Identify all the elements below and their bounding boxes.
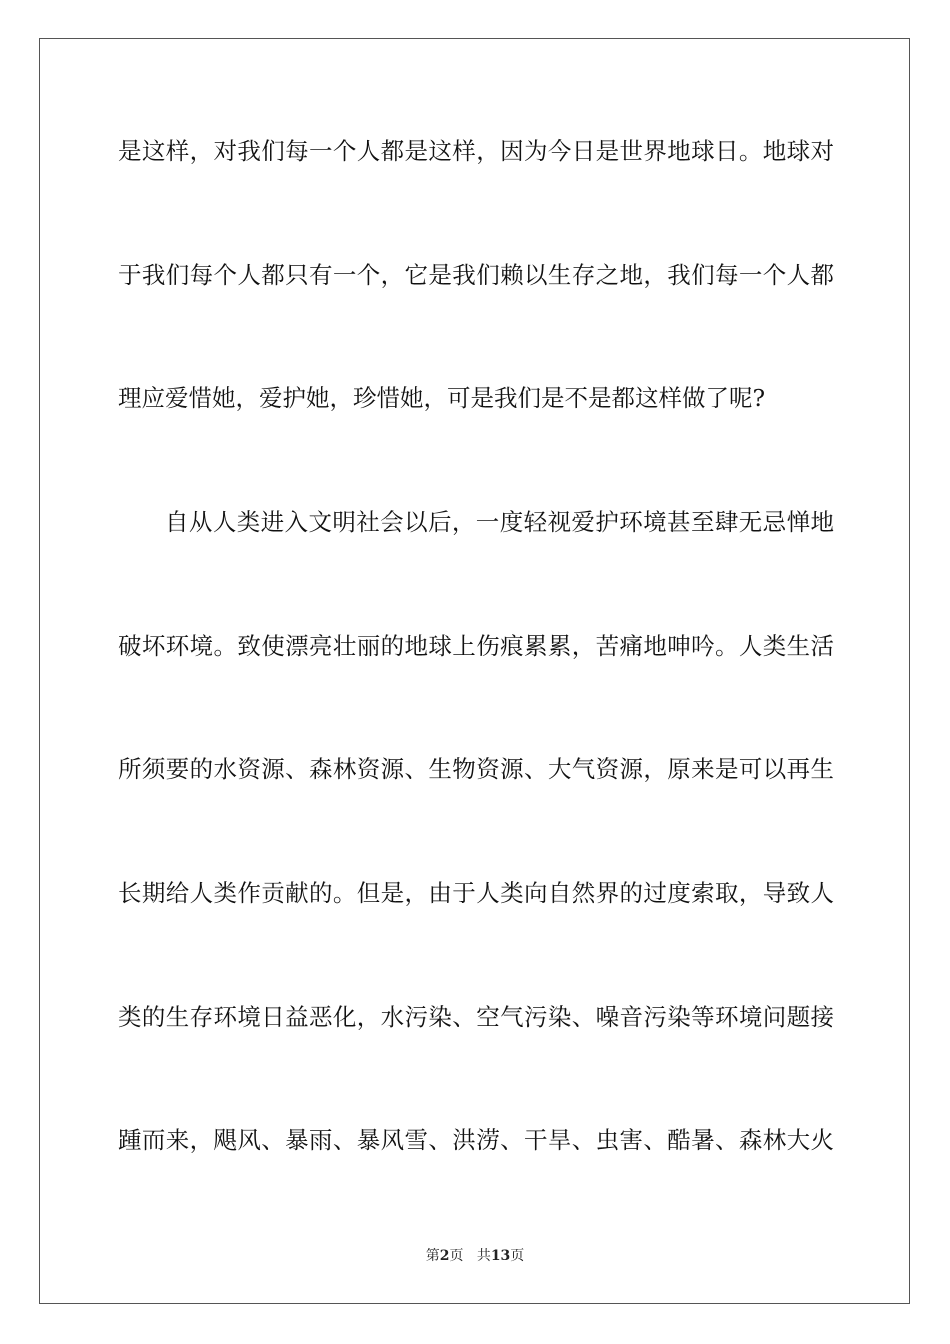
footer-page-prefix: 第 <box>425 1248 440 1264</box>
text-line-5: 破坏环境。致使漂亮壮丽的地球上伤痕累累，苦痛地呻吟。人类生活 <box>118 632 834 660</box>
text-line-6: 所须要的水资源、森林资源、生物资源、大气资源，原来是可以再生 <box>118 755 834 783</box>
footer-page-suffix: 页 <box>449 1248 464 1264</box>
text-line-7: 长期给人类作贡献的。但是，由于人类向自然界的过度索取，导致人 <box>118 879 834 907</box>
footer-total-prefix: 共 <box>476 1248 491 1264</box>
text-line-4: 自从人类进入文明社会以后，一度轻视爱护环境甚至肆无忌惮地 <box>165 508 834 536</box>
text-line-3: 理应爱惜她，爱护她，珍惜她，可是我们是不是都这样做了呢? <box>118 384 766 412</box>
footer-total-pages: 13 <box>490 1248 511 1264</box>
text-line-8: 类的生存环境日益恶化，水污染、空气污染、噪音污染等环境问题接 <box>118 1003 834 1031</box>
page-border <box>39 38 910 1304</box>
footer-page-number: 2 <box>439 1248 450 1264</box>
footer-total-suffix: 页 <box>510 1248 525 1264</box>
text-line-1: 是这样，对我们每一个人都是这样，因为今日是世界地球日。地球对 <box>118 137 834 165</box>
text-line-2: 于我们每个人都只有一个，它是我们赖以生存之地，我们每一个人都 <box>118 261 834 289</box>
page-footer <box>0 1246 950 1266</box>
text-line-9: 踵而来，飓风、暴雨、暴风雪、洪涝、干旱、虫害、酷暑、森林大火 <box>118 1126 834 1154</box>
